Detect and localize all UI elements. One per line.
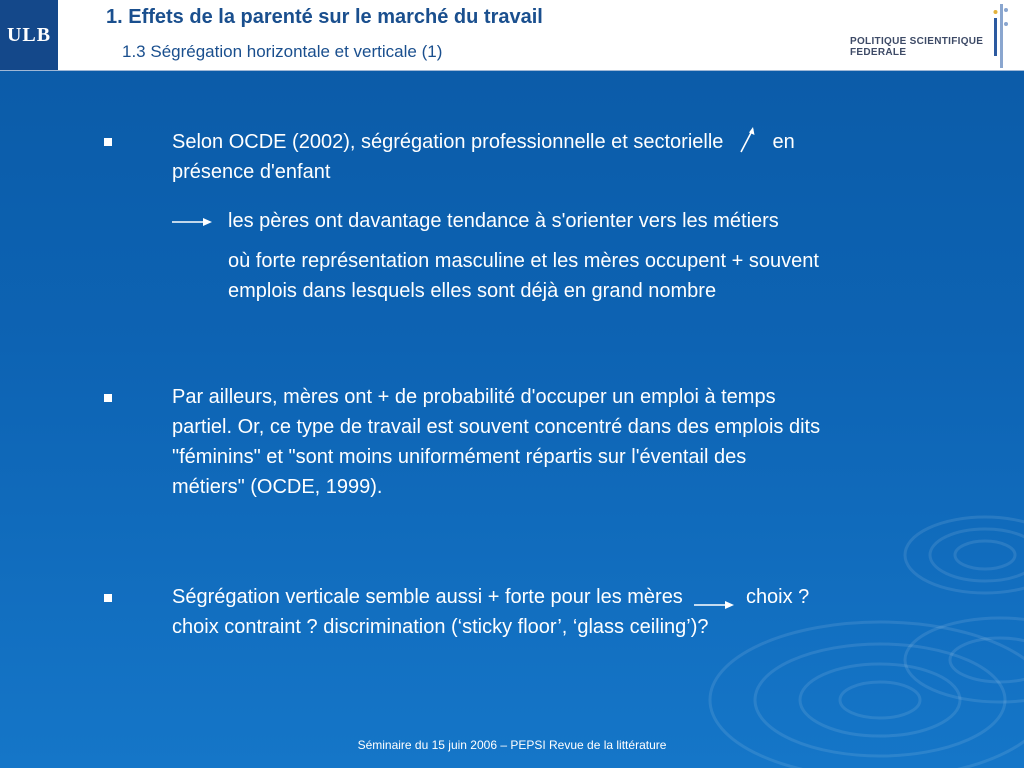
bullet-marker	[104, 394, 112, 402]
bullet-1-sub-line-3: emplois dans lesquels elles sont déjà en grand nombre	[228, 280, 717, 302]
slide-footer: Séminaire du 15 juin 2006 – PEPSI Revue de la littérature	[357, 738, 667, 752]
bullet-1-text: Selon OCDE (2002), ségrégation professionnelle et sectorielle en présence d'enfant	[172, 126, 972, 187]
slide-subtitle: 1.3 Ségrégation horizontale et verticale (1)	[122, 42, 443, 61]
bullet-1-sub-line-2: où forte représentation masculine et les mères occupent + souvent	[228, 250, 819, 272]
right-arrow-icon	[172, 216, 212, 228]
belspo-logo-mark	[980, 4, 1020, 68]
bullet-3-text: Ségrégation verticale semble aussi + forte pour les mères choix ? choix contraint ? discrimination (‘sticky floor’, ‘glass ceiling’)?	[172, 586, 810, 638]
slide-body	[0, 70, 1024, 768]
ulb-logo: ULB	[0, 0, 58, 70]
bullet-marker	[104, 594, 112, 602]
bullet-marker	[104, 138, 112, 146]
slide-title: 1. Effets de la parenté sur le marché du travail	[106, 6, 543, 28]
bullet-1-sub-line-1: les pères ont davantage tendance à s'orienter vers les métiers	[228, 210, 779, 232]
up-right-arrow-icon	[735, 126, 761, 154]
bullet-2-text: Par ailleurs, mères ont + de probabilité d'occuper un emploi à temps partiel. Or, ce type de travail est souvent concentré dans des emplois dits "féminins" et "sont moins uniformément répartis sur l'éventail des métiers" (OCDE, 1999).	[172, 386, 821, 498]
right-arrow-icon	[694, 595, 734, 609]
slide-header	[0, 0, 1024, 71]
belspo-logo-text: POLITIQUE SCIENTIFIQUE FEDERALE	[850, 36, 984, 58]
